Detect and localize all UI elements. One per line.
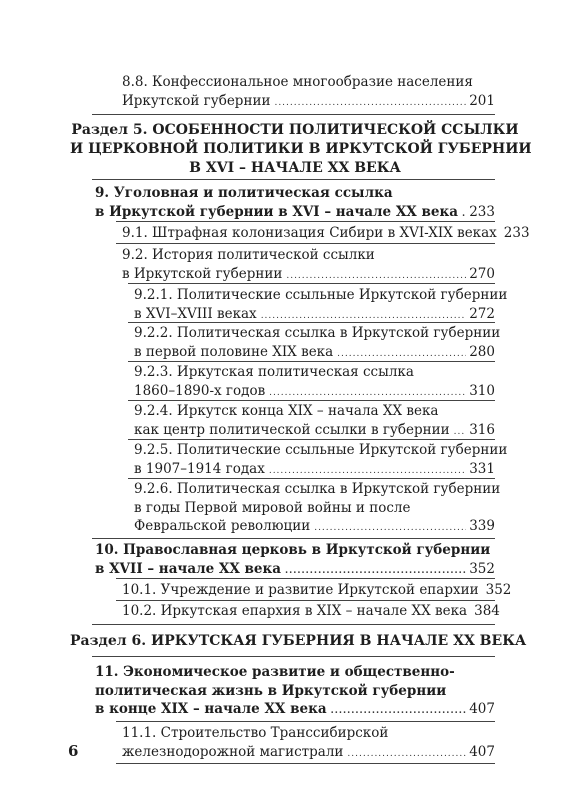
toc-entry-9-1[interactable] [122, 224, 530, 244]
divider [116, 243, 495, 244]
toc-page-number: 339 [469, 518, 495, 535]
toc-chapter-11[interactable] [95, 663, 495, 720]
section-heading-line: В XVI – НАЧАЛЕ XX ВЕКА [189, 160, 401, 176]
toc-page-number: 407 [469, 701, 495, 718]
toc-entry-text: 10.2. Иркутская епархия в XIX – начале XX века [122, 603, 468, 619]
page-number: 6 [68, 742, 79, 760]
leader-dots [347, 745, 466, 763]
leader-dots [462, 205, 466, 223]
toc-entry-text: как центр политической ссылки в губернии [134, 421, 450, 438]
toc-entry-10-2[interactable] [122, 602, 500, 622]
toc-entry-text: в XVI–XVIII веках [134, 305, 257, 322]
leader-dots [337, 345, 466, 363]
toc-page-number: 233 [469, 203, 495, 220]
divider [92, 538, 495, 539]
divider [92, 114, 495, 115]
toc-entry-9-2-4[interactable] [134, 402, 495, 441]
section-heading-5 [70, 121, 532, 178]
leader-dots [454, 423, 467, 441]
leader-dots [274, 94, 466, 112]
divider [116, 763, 495, 764]
section-heading-line: Раздел 5. ОСОБЕННОСТИ ПОЛИТИЧЕСКОЙ ССЫЛКИ [71, 122, 519, 138]
toc-entry-text: 9.2.6. Политическая ссылка в Иркутской губернии [134, 481, 501, 497]
leader-dots [286, 267, 466, 285]
toc-page-number: 352 [485, 582, 512, 598]
toc-chapter-10[interactable] [95, 541, 495, 580]
toc-entry-8-8[interactable] [122, 73, 495, 112]
toc-page-number: 352 [469, 560, 495, 577]
toc-page-number: 310 [469, 382, 495, 399]
divider [92, 656, 495, 657]
toc-entry-9-2-1[interactable] [134, 286, 508, 325]
divider [116, 721, 495, 722]
toc-page-number: 331 [469, 460, 495, 477]
divider [92, 179, 495, 180]
divider [128, 361, 495, 362]
toc-entry-text: 9.2.3. Иркутская политическая ссылка [134, 364, 414, 380]
divider [128, 400, 495, 401]
toc-entry-9-2[interactable] [122, 246, 495, 285]
divider [128, 283, 495, 284]
divider [116, 600, 495, 601]
toc-entry-text: 10. Православная церковь в Иркутской губернии [95, 542, 491, 558]
toc-page-number: 272 [469, 305, 495, 322]
divider [128, 439, 495, 440]
toc-entry-text: 1860–1890-х годов [134, 382, 266, 399]
divider [116, 578, 495, 579]
toc-entry-text: 9. Уголовная и политическая ссылка [95, 185, 393, 201]
toc-page-number: 407 [469, 743, 495, 760]
toc-entry-text: в 1907–1914 годах [134, 460, 265, 477]
section-heading-6 [70, 632, 527, 651]
toc-entry-text: 11.1. Строительство Транссибирской [122, 725, 389, 741]
toc-chapter-9[interactable] [95, 184, 495, 223]
divider [92, 624, 495, 625]
leader-dots [331, 702, 467, 720]
toc-entry-9-2-3[interactable] [134, 363, 495, 402]
leader-dots [269, 462, 466, 480]
toc-page-number: 233 [503, 225, 530, 241]
section-heading-line: И ЦЕРКОВНОЙ ПОЛИТИКИ В ИРКУТСКОЙ ГУБЕРНИИ [70, 141, 532, 157]
toc-entry-text: политическая жизнь в Иркутской губернии [95, 682, 447, 699]
leader-dots [285, 562, 466, 580]
toc-entry-text: 9.2.4. Иркутск конца XIX – начала XX века [134, 403, 439, 419]
toc-entry-9-2-2[interactable] [134, 324, 501, 363]
toc-entry-text: в Иркутской губернии [122, 265, 283, 282]
toc-page-number: 316 [469, 421, 495, 438]
toc-entry-9-2-6[interactable] [134, 480, 501, 537]
divider [116, 221, 495, 222]
divider [128, 322, 495, 323]
toc-entry-11-1[interactable] [122, 724, 495, 763]
toc-entry-text: в Иркутской губернии в XVI – начале XX века [95, 203, 458, 220]
toc-page-number: 280 [469, 343, 495, 360]
toc-entry-text: Февральской революции [134, 518, 311, 535]
toc-entry-text: 11. Экономическое развитие и общественно- [95, 664, 455, 680]
divider [128, 478, 495, 479]
toc-entry-text: Иркутской губернии [122, 92, 271, 109]
toc-entry-text: железнодорожной магистрали [122, 743, 344, 760]
toc-entry-9-2-5[interactable] [134, 441, 508, 480]
toc-entry-text: 10.1. Учреждение и развитие Иркутской епархии [122, 582, 479, 598]
leader-dots [314, 519, 466, 537]
toc-entry-text: 9.2.5. Политические ссыльные Иркутской губернии [134, 442, 508, 458]
toc-entry-text: в первой половине XIX века [134, 343, 334, 360]
toc-entry-text: 9.2. История политической ссылки [122, 247, 375, 263]
toc-entry-text: в годы Первой мировой войны и после [134, 499, 411, 516]
toc-page-number: 384 [474, 603, 500, 619]
toc-page-number: 201 [469, 92, 495, 109]
toc-entry-text: 9.1. Штрафная колонизация Сибири в XVI-XIX веках [122, 225, 497, 241]
toc-entry-text: 9.2.1. Политические ссыльные Иркутской губернии [134, 287, 508, 303]
toc-entry-text: в XVII – начале XX века [95, 560, 281, 577]
toc-entry-text: 9.2.2. Политическая ссылка в Иркутской губернии [134, 325, 501, 341]
toc-entry-10-1[interactable] [122, 581, 512, 601]
leader-dots [269, 384, 466, 402]
toc-entry-text: в конце XIX – начале XX века [95, 701, 327, 718]
toc-page-number: 270 [469, 265, 495, 282]
toc-entry-text: 8.8. Конфессиональное многообразие населения [122, 74, 473, 90]
section-heading-line: Раздел 6. ИРКУТСКАЯ ГУБЕРНИЯ В НАЧАЛЕ XX ВЕКА [70, 633, 527, 649]
